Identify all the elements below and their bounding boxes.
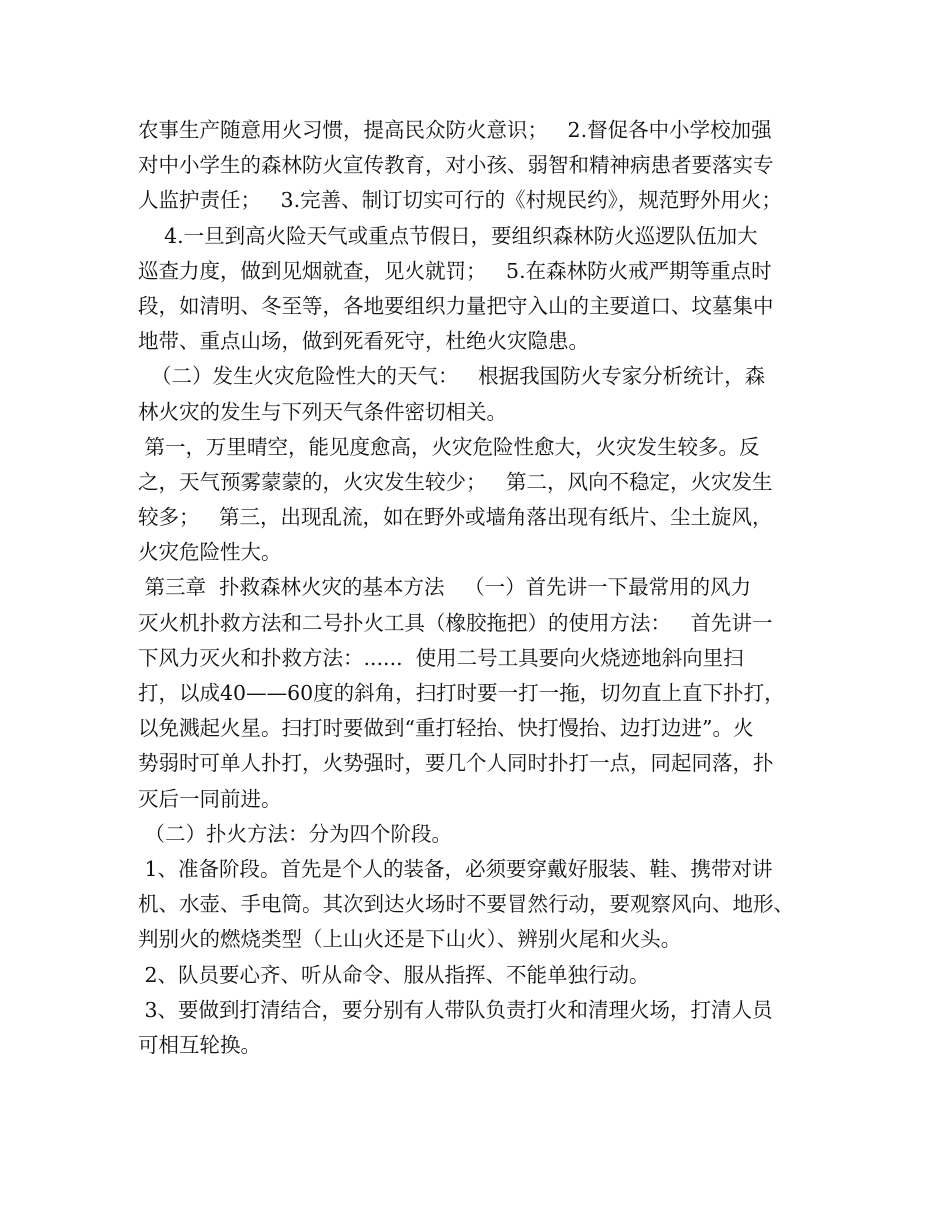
text-line: 可相互轮换。 <box>138 1032 261 1057</box>
text-line: 火灾危险性大。 <box>138 540 282 565</box>
text-line: 第一，万里晴空，能见度愈高，火灾危险性愈大，火灾发生较多。反 <box>138 434 760 459</box>
text-line: 较多； 第三，出现乱流，如在野外或墙角落出现有纸片、尘土旋风， <box>138 505 773 530</box>
text-line: 下风力灭火和扑救方法：...... 使用二号工具要向火烧迹地斜向里扫 <box>138 645 744 670</box>
text-line: 灭火机扑救方法和二号扑火工具（橡胶拖把）的使用方法： 首先讲一 <box>138 610 773 635</box>
text-line: 2、队员要心齐、听从命令、服从指挥、不能单独行动。 <box>138 962 650 987</box>
text-line: （二）发生火灾危险性大的天气： 根据我国防火专家分析统计，森 <box>138 364 766 389</box>
text-line: 对中小学生的森林防火宣传教育，对小孩、弱智和精神病患者要落实专 <box>138 153 774 178</box>
text-line: 农事生产随意用火习惯，提高民众防火意识； 2.督促各中小学校加强 <box>138 118 772 142</box>
text-line: 以免溅起火星。扫打时要做到“重打轻抬、快打慢抬、边打边进”。火 <box>138 716 754 741</box>
text-line: 第三章 扑救森林火灾的基本方法 （一）首先讲一下最常用的风力 <box>138 575 752 600</box>
text-line: 4.一旦到高火险天气或重点节假日，要组织森林防火巡逻队伍加大 <box>138 223 758 248</box>
text-line: 灭后一同前进。 <box>138 786 282 811</box>
text-line: （二）扑火方法：分为四个阶段。 <box>138 821 453 846</box>
text-line: 1、准备阶段。首先是个人的装备，必须要穿戴好服装、鞋、携带对讲 <box>138 856 773 881</box>
text-line: 判别火的燃烧类型（上山火还是下山火）、辨别火尾和火头。 <box>138 927 682 952</box>
text-line: 人监护责任； 3.完善、制订切实可行的《村规民约》，规范野外用火； <box>138 188 782 213</box>
text-line: 段，如清明、冬至等，各地要组织力量把守入山的主要道口、坟墓集中 <box>138 293 774 318</box>
text-line: 机、水壶、手电筒。其次到达火场时不要冒然行动，要观察风向、地形、 <box>138 892 794 917</box>
text-line: 巡查力度，做到见烟就查，见火就罚； 5.在森林防火戒严期等重点时 <box>138 258 772 283</box>
text-line: 林火灾的发生与下列天气条件密切相关。 <box>138 399 507 424</box>
text-line: 3、要做到打清结合，要分别有人带队负责打火和清理火场，打清人员 <box>138 997 773 1022</box>
text-line: 之，天气预雾蒙蒙的，火灾发生较少； 第二，风向不稳定，火灾发生 <box>138 469 773 494</box>
text-line: 势弱时可单人扑打，火势强时，要几个人同时扑打一点，同起同落，扑 <box>138 751 774 776</box>
text-line: 地带、重点山场，做到死看死守，杜绝火灾隐患。 <box>138 329 589 354</box>
body-text <box>138 113 838 1063</box>
text-line: 打，以成40——60度的斜角，扫打时要一打一拖，切勿直上直下扑打， <box>138 681 785 705</box>
